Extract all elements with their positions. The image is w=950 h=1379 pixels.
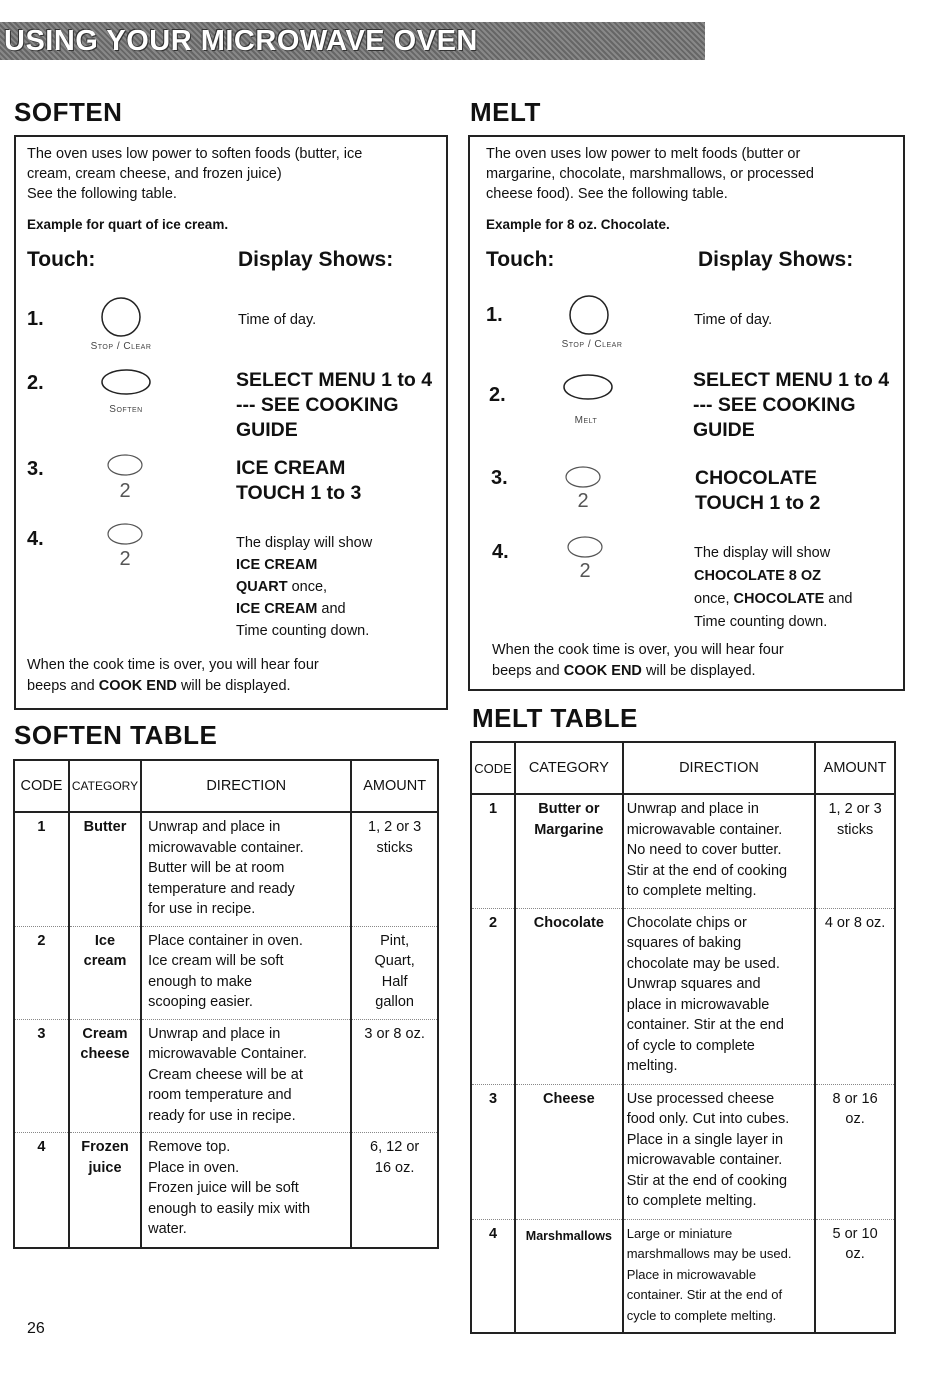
cat-line: Ice	[94, 932, 116, 949]
stop-clear-button-icon[interactable]	[568, 294, 610, 336]
display-bold: CHOCOLATE	[733, 591, 825, 607]
footer-text: will be displayed.	[176, 678, 291, 694]
melt-button-icon[interactable]	[562, 373, 614, 401]
footer-line	[27, 676, 319, 697]
row-code: 4	[471, 1219, 515, 1333]
col-header-category: CATEGORY	[515, 742, 623, 794]
digit-label: 2	[119, 480, 131, 502]
amt-line: 16 oz.	[374, 1159, 415, 1176]
soften-step-number: 3.	[27, 458, 44, 480]
dir-line: Frozen juice will be soft	[148, 1180, 299, 1196]
display-line: TOUCH 1 to 3	[236, 482, 362, 504]
display-text: once,	[287, 579, 328, 595]
cat-line: cream	[83, 953, 127, 969]
dir-line: Use processed cheese	[626, 1090, 775, 1107]
cat-line: Chocolate	[533, 914, 604, 931]
footer-bold: COOK END	[563, 663, 642, 679]
dir-line: microwavable container.	[626, 1152, 783, 1168]
cat-line: Frozen	[81, 1139, 129, 1155]
display-line: The display will show	[694, 545, 831, 561]
row-category	[515, 1219, 623, 1333]
dir-line: No need to cover butter.	[626, 842, 782, 858]
dir-line: marshmallows may be used.	[626, 1246, 792, 1261]
display-line: The display will show	[236, 535, 373, 551]
row-code: 1	[471, 794, 515, 908]
row-amount	[815, 1219, 895, 1333]
soften-footer	[27, 655, 319, 697]
cat-line: Margarine	[534, 821, 604, 838]
footer-text: beeps and	[492, 663, 564, 679]
table-row	[14, 926, 438, 1019]
soften-title: SOFTEN	[14, 97, 123, 127]
table-row	[14, 1019, 438, 1133]
col-header-direction: DIRECTION	[623, 742, 815, 794]
table-row	[471, 1219, 895, 1333]
page-number: 26	[27, 1320, 45, 1337]
digit-label: 2	[577, 490, 589, 512]
soften-stop-clear-label: Stop / Clear	[90, 341, 152, 352]
footer-bold: COOK END	[98, 678, 177, 694]
row-direction	[623, 794, 815, 908]
melt-step2-display	[693, 368, 889, 443]
dir-line: to complete melting.	[626, 883, 757, 899]
display-line	[236, 576, 372, 598]
table-header-row	[14, 760, 438, 812]
row-amount	[351, 1133, 438, 1248]
soften-display-header: Display Shows:	[238, 248, 394, 271]
cat-line: Butter	[83, 819, 127, 835]
row-direction	[623, 1084, 815, 1219]
dir-line: container. Stir at the end of	[626, 1287, 783, 1302]
melt-step4-display	[694, 542, 853, 634]
dir-line: enough to make	[148, 973, 253, 990]
soften-table	[13, 759, 439, 1249]
dir-line: microwavable container.	[148, 839, 304, 856]
table-row	[471, 1084, 895, 1219]
stop-clear-button-icon[interactable]	[100, 296, 142, 338]
display-line: --- SEE COOKING	[693, 394, 856, 416]
col-header-category: CATEGORY	[69, 760, 141, 812]
dir-line: Place in a single layer in	[626, 1131, 784, 1148]
dir-line: for use in recipe.	[148, 901, 256, 917]
number-button-icon[interactable]	[563, 465, 603, 489]
melt-step1-display: Time of day.	[694, 312, 773, 328]
dir-line: Stir at the end of cooking	[626, 862, 788, 879]
row-amount	[815, 794, 895, 908]
display-line: ICE CREAM	[236, 457, 346, 479]
soften-button-label: Soften	[109, 404, 143, 415]
display-text: and	[824, 591, 853, 607]
cat-line: Butter or	[538, 801, 600, 817]
row-code: 1	[14, 812, 69, 926]
footer-line	[492, 661, 784, 682]
col-header-code: CODE	[471, 742, 515, 794]
melt-display-header: Display Shows:	[698, 248, 854, 271]
amt-line: 6, 12 or	[370, 1139, 420, 1155]
dir-line: water.	[148, 1221, 187, 1237]
row-amount	[351, 926, 438, 1019]
display-line	[236, 598, 372, 620]
soften-intro-line: cream, cream cheese, and frozen juice)	[27, 166, 282, 182]
soften-step2-display	[236, 368, 432, 443]
col-header-code: CODE	[14, 760, 69, 812]
soften-step4-display	[236, 532, 372, 642]
table-row	[471, 908, 895, 1084]
melt-intro	[486, 144, 814, 204]
amt-line: Pint,	[380, 932, 410, 949]
amt-line: sticks	[836, 821, 874, 838]
melt-touch-header: Touch:	[486, 248, 555, 271]
table-row	[14, 812, 438, 926]
footer-text: beeps and	[27, 678, 99, 694]
cat-line: Cheese	[543, 1090, 595, 1107]
display-line: GUIDE	[693, 419, 755, 441]
row-category	[515, 794, 623, 908]
dir-line: Place container in oven.	[148, 932, 303, 949]
display-line: TOUCH 1 to 2	[695, 492, 821, 514]
row-category	[515, 1084, 623, 1219]
display-line: ICE CREAM	[236, 557, 318, 573]
dir-line: microwavable container.	[626, 821, 783, 838]
amt-line: 4 or 8 oz.	[824, 914, 886, 931]
soften-table-title: SOFTEN TABLE	[14, 720, 218, 750]
display-line: CHOCOLATE	[695, 467, 818, 489]
soften-step3-display	[236, 456, 361, 506]
melt-footer	[492, 640, 784, 682]
amt-line: 1, 2 or 3	[368, 819, 422, 835]
melt-stop-clear-label: Stop / Clear	[561, 339, 623, 350]
row-direction	[623, 908, 815, 1084]
melt-step-number: 1.	[486, 304, 503, 326]
melt-step-number: 4.	[492, 541, 509, 563]
cat-line: Cream	[82, 1025, 128, 1042]
amt-line: oz.	[845, 1246, 865, 1262]
number-button-icon[interactable]	[105, 453, 145, 477]
dir-line: place in microwavable	[626, 996, 770, 1013]
dir-line: cycle to complete melting.	[626, 1307, 777, 1323]
amt-line: sticks	[376, 839, 413, 856]
row-category	[69, 812, 141, 926]
digit-label: 2	[579, 560, 591, 582]
row-amount	[815, 908, 895, 1084]
display-line: Time counting down.	[236, 623, 370, 639]
col-header-direction: DIRECTION	[141, 760, 351, 812]
amt-line: 3 or 8 oz.	[364, 1025, 425, 1042]
display-line: --- SEE COOKING	[236, 394, 399, 416]
soften-button-icon[interactable]	[100, 368, 152, 396]
row-category	[515, 908, 623, 1084]
dir-line: chocolate may be used.	[626, 955, 780, 972]
amt-line: Quart,	[374, 953, 415, 969]
row-code: 2	[471, 908, 515, 1084]
dir-line: Ice cream will be soft	[148, 953, 284, 969]
cat-line: juice	[88, 1159, 122, 1176]
row-direction	[623, 1219, 815, 1333]
dir-line: room temperature and	[148, 1087, 292, 1103]
melt-step3-display	[695, 466, 820, 516]
amt-line: gallon	[375, 994, 414, 1010]
amt-line: 8 or 16	[832, 1090, 878, 1107]
melt-title: MELT	[470, 97, 541, 127]
dir-line: Chocolate chips or	[626, 914, 747, 931]
display-line: CHOCOLATE 8 OZ	[694, 568, 822, 584]
dir-line: Cream cheese will be at	[148, 1066, 303, 1083]
dir-line: Stir at the end of cooking	[626, 1172, 788, 1189]
row-amount	[815, 1084, 895, 1219]
dir-line: Unwrap squares and	[626, 976, 761, 992]
display-line: GUIDE	[236, 419, 298, 441]
melt-button-label: Melt	[574, 415, 598, 426]
soften-step-number: 2.	[27, 372, 44, 394]
amt-line: 1, 2 or 3	[828, 801, 882, 817]
melt-intro-line: The oven uses low power to melt foods (butter or	[486, 146, 801, 162]
melt-intro-line: cheese food). See the following table.	[486, 186, 728, 202]
dir-line: container. Stir at the end	[626, 1017, 784, 1033]
banner-title: USING YOUR MICROWAVE OVEN	[4, 25, 478, 57]
melt-intro-line: margarine, chocolate, marshmallows, or processed	[486, 166, 814, 182]
dir-line: enough to easily mix with	[148, 1200, 311, 1217]
table-row	[471, 794, 895, 908]
melt-table	[470, 741, 896, 1334]
display-line: SELECT MENU 1 to 4	[236, 369, 433, 391]
dir-line: microwavable Container.	[148, 1046, 307, 1062]
soften-intro-line: The oven uses low power to soften foods (butter, ice	[27, 146, 363, 162]
display-line	[694, 588, 853, 611]
row-category	[69, 1133, 141, 1248]
dir-line: food only. Cut into cubes.	[626, 1111, 790, 1127]
melt-step-number: 3.	[491, 467, 508, 489]
amt-line: Half	[381, 973, 408, 990]
footer-line: When the cook time is over, you will hear four	[492, 642, 784, 658]
display-text: once,	[694, 591, 734, 607]
number-button-icon[interactable]	[565, 535, 605, 559]
soften-intro-line: See the following table.	[27, 186, 177, 202]
soften-step-number: 4.	[27, 528, 44, 550]
row-amount	[351, 812, 438, 926]
soften-step-number: 1.	[27, 308, 44, 330]
row-code: 2	[14, 926, 69, 1019]
row-amount	[351, 1019, 438, 1133]
row-code: 3	[14, 1019, 69, 1133]
dir-line: squares of baking	[626, 935, 742, 951]
display-line: SELECT MENU 1 to 4	[693, 369, 890, 391]
dir-line: Unwrap and place in	[148, 1025, 281, 1042]
soften-intro	[27, 144, 362, 204]
col-header-amount: AMOUNT	[351, 760, 438, 812]
dir-line: Place in microwavable	[626, 1266, 757, 1282]
row-direction	[141, 926, 351, 1019]
dir-line: of cycle to complete	[626, 1037, 755, 1054]
melt-example: Example for 8 oz. Chocolate.	[486, 217, 670, 232]
soften-touch-header: Touch:	[27, 248, 96, 271]
footer-text: will be displayed.	[641, 663, 756, 679]
table-header-row	[471, 742, 895, 794]
col-header-amount: AMOUNT	[815, 742, 895, 794]
display-text: and	[317, 601, 346, 617]
amt-line: 5 or 10	[832, 1225, 878, 1242]
row-code: 4	[14, 1133, 69, 1248]
melt-table-title: MELT TABLE	[472, 703, 638, 733]
table-row	[14, 1133, 438, 1248]
dir-line: Butter will be at room	[148, 860, 285, 876]
row-code: 3	[471, 1084, 515, 1219]
dir-line: to complete melting.	[626, 1193, 757, 1209]
number-button-icon[interactable]	[105, 522, 145, 546]
amt-line: oz.	[845, 1111, 865, 1127]
melt-step-number: 2.	[489, 384, 506, 406]
page-banner	[0, 22, 705, 60]
display-bold: ICE CREAM	[236, 601, 318, 617]
footer-line: When the cook time is over, you will hear four	[27, 657, 319, 673]
cat-line: Marshmallows	[525, 1228, 612, 1243]
dir-line: Remove top.	[148, 1139, 231, 1155]
display-line: Time counting down.	[694, 614, 828, 630]
soften-example: Example for quart of ice cream.	[27, 217, 229, 232]
row-category	[69, 1019, 141, 1133]
row-category	[69, 926, 141, 1019]
dir-line: ready for use in recipe.	[148, 1107, 296, 1124]
dir-line: temperature and ready	[148, 880, 295, 897]
dir-line: Unwrap and place in	[626, 801, 759, 817]
dir-line: Unwrap and place in	[148, 819, 281, 835]
row-direction	[141, 812, 351, 926]
display-bold: QUART	[236, 579, 288, 595]
digit-label: 2	[119, 548, 131, 570]
dir-line: melting.	[626, 1058, 678, 1074]
row-direction	[141, 1133, 351, 1248]
row-direction	[141, 1019, 351, 1133]
cat-line: cheese	[80, 1046, 130, 1062]
dir-line: scooping easier.	[148, 994, 253, 1010]
dir-line: Large or miniature	[626, 1225, 733, 1241]
soften-step1-display: Time of day.	[238, 312, 317, 328]
dir-line: Place in oven.	[148, 1159, 240, 1176]
